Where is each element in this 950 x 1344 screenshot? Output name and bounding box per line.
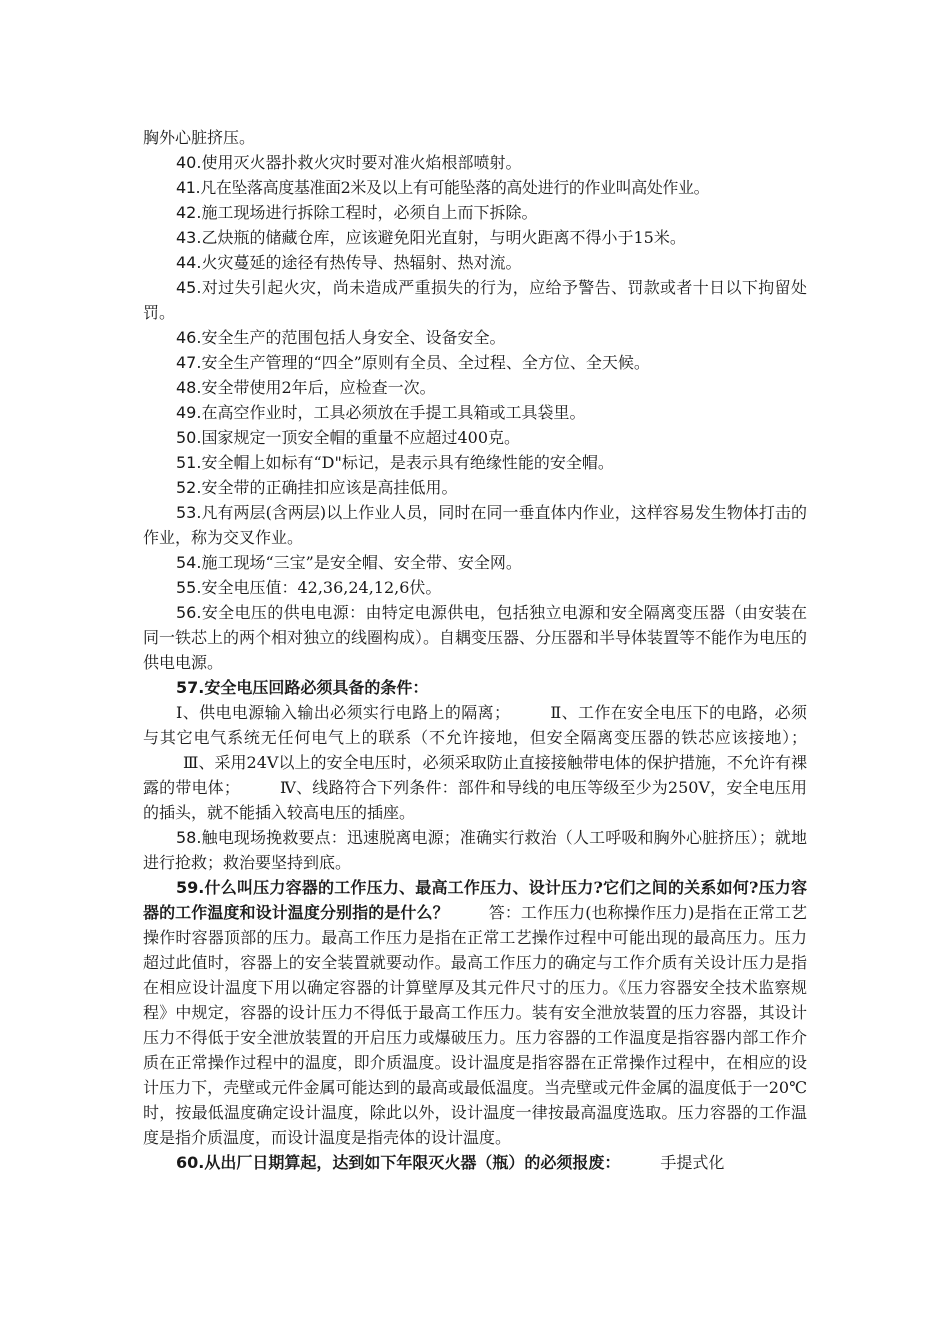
item-48 [143, 375, 807, 400]
condition-2: Ⅱ、工作在安全电压下的电路，必须与其它电气系统无任何电气上的联系（不允许接地，但安全隔离变压器的铁芯应该接地）； [143, 703, 807, 747]
item-49 [143, 400, 807, 425]
item-55 [143, 575, 807, 600]
item-number: 41. [176, 178, 201, 197]
item-text: 凡有两层(含两层)以上作业人员，同时在同一垂直体内作业，这样容易发生物体打击的作业，称为交叉作业。 [143, 503, 807, 547]
item-number: 40. [176, 153, 202, 172]
item-text: 凡在坠落高度基准面2米及以上有可能坠落的高处进行的作业叫高处作业。 [200, 178, 710, 197]
item-text: 使用灭火器扑救火灾时要对准火焰根部喷射。 [201, 153, 522, 172]
item-number: 52. [176, 478, 202, 497]
item-text: 安全帽上如标有“D"标记，是表示具有绝缘性能的安全帽。 [201, 453, 614, 472]
item-58 [143, 825, 807, 875]
item-number: 45. [176, 278, 202, 297]
item-number: 57. [176, 678, 205, 697]
item-56 [143, 600, 807, 675]
item-57-heading [143, 675, 807, 700]
item-number: 56. [176, 603, 202, 622]
document-body [143, 125, 807, 1175]
item-60 [143, 1150, 807, 1175]
item-text: 国家规定一顶安全帽的重量不应超过400克。 [201, 428, 520, 447]
item-text: 对过失引起火灾，尚未造成严重损失的行为，应给予警告、罚款或者十日以下拘留处罚。 [143, 278, 807, 322]
item-text: 安全带的正确挂扣应该是高挂低用。 [201, 478, 458, 497]
condition-4: Ⅳ、线路符合下列条件：部件和导线的电压等级至少为250V，安全电压用的插头，就不能插入较高电压的插座。 [143, 778, 807, 822]
item-50 [143, 425, 807, 450]
item-text: 安全电压回路必须具备的条件： [204, 678, 429, 697]
item-number: 50. [176, 428, 202, 447]
item-54 [143, 550, 807, 575]
item-42 [143, 200, 807, 225]
item-text: 安全生产管理的“四全”原则有全员、全过程、全方位、全天候。 [201, 353, 650, 372]
item-43 [143, 225, 807, 250]
item-text: 施工现场进行拆除工程时，必须自上而下拆除。 [201, 203, 538, 222]
item-number: 59. [176, 878, 205, 897]
item-text: 安全生产的范围包括人身安全、设备安全。 [201, 328, 506, 347]
item-text: 安全电压的供电电源：由特定电源供电，包括独立电源和安全隔离变压器（由安装在同一铁芯上的两个相对独立的线圈构成）。自耦变压器、分压器和半导体装置等不能作为电压的供电电源。 [143, 603, 808, 672]
item-text: 触电现场挽救要点：迅速脱离电源；准确实行救治（人工呼吸和胸外心脏挤压）；就地进行抢救；救治要坚持到底。 [143, 828, 807, 872]
item-53 [143, 500, 807, 550]
item-text: 火灾蔓延的途径有热传导、热辐射、热对流。 [201, 253, 522, 272]
paragraph-text: 胸外心脏挤压。 [143, 128, 256, 147]
item-number: 49. [176, 403, 202, 422]
item-answer: 手提式化 [660, 1153, 725, 1172]
condition-1: Ⅰ、供电电源输入输出必须实行电路上的隔离； [176, 703, 510, 722]
condition-3: Ⅲ、采用24V以上的安全电压时，必须采取防止直接接触带电体的保护措施，不允许有裸露的带电体； [143, 753, 807, 797]
item-51 [143, 450, 807, 475]
item-number: 55. [176, 578, 202, 597]
item-number: 58. [176, 828, 202, 847]
item-question: 从出厂日期算起，达到如下年限灭火器（瓶）的必须报废： [204, 1153, 621, 1172]
item-question: 什么叫压力容器的工作压力、最高工作压力、设计压力?它们之间的关系如何?压力容器的工作温度和设计温度分别指的是什么？ [143, 878, 807, 922]
item-answer: 答：工作压力(也称操作压力)是指在正常工艺操作时容器顶部的压力。最高工作压力是指在正常工艺操作过程中可能出现的最高压力。压力超过此值时，容器上的安全装置就要动作。最高工作压力的确定与工作介质有关设计压力是指在相应设计温度下用以确定容器的计算壁厚及其元件尺寸的压力。《压力容器安全技术监察规程》中规定，容器的设计压力不得低于最高工作压力。装有安全泄放装置的压力容器，其设计压力不得低于安全泄放装置的开启压力或爆破压力。压力容器的工作温度是指容器内部工作介质在正常操作过程中的温度，即介质温度。设计温度是指容器在正常操作过程中，在相应的设计压力下，壳壁或元件金属可能达到的最高或最低温度。当壳壁或元件金属的温度低于一20℃时，按最低温度确定设计温度，除此以外，设计温度一律按最高温度选取。压力容器的工作温度是指介质温度，而设计温度是指壳体的设计温度。 [143, 903, 807, 1147]
item-number: 42. [176, 203, 202, 222]
item-number: 51. [176, 453, 202, 472]
item-45 [143, 275, 807, 325]
item-number: 53. [176, 503, 202, 522]
item-52 [143, 475, 807, 500]
item-text: 施工现场“三宝”是安全帽、安全带、安全网。 [201, 553, 522, 572]
paragraph-continuation [143, 125, 807, 150]
item-number: 43. [176, 228, 202, 247]
item-text: 安全带使用2年后，应检查一次。 [201, 378, 436, 397]
item-59 [143, 875, 807, 1150]
item-number: 54. [176, 553, 202, 572]
item-40 [143, 150, 807, 175]
item-number: 47. [176, 353, 202, 372]
item-44 [143, 250, 807, 275]
item-57-conditions [143, 700, 807, 825]
item-text: 安全电压值：42,36,24,12,6伏。 [201, 578, 442, 597]
item-number: 60. [176, 1153, 205, 1172]
item-number: 48. [176, 378, 202, 397]
item-text: 乙炔瓶的储藏仓库，应该避免阳光直射，与明火距离不得小于15米。 [201, 228, 686, 247]
item-number: 44. [176, 253, 202, 272]
item-47 [143, 350, 807, 375]
item-number: 46. [176, 328, 202, 347]
item-41 [143, 175, 807, 200]
item-text: 在高空作业时，工具必须放在手提工具箱或工具袋里。 [201, 403, 586, 422]
item-46 [143, 325, 807, 350]
